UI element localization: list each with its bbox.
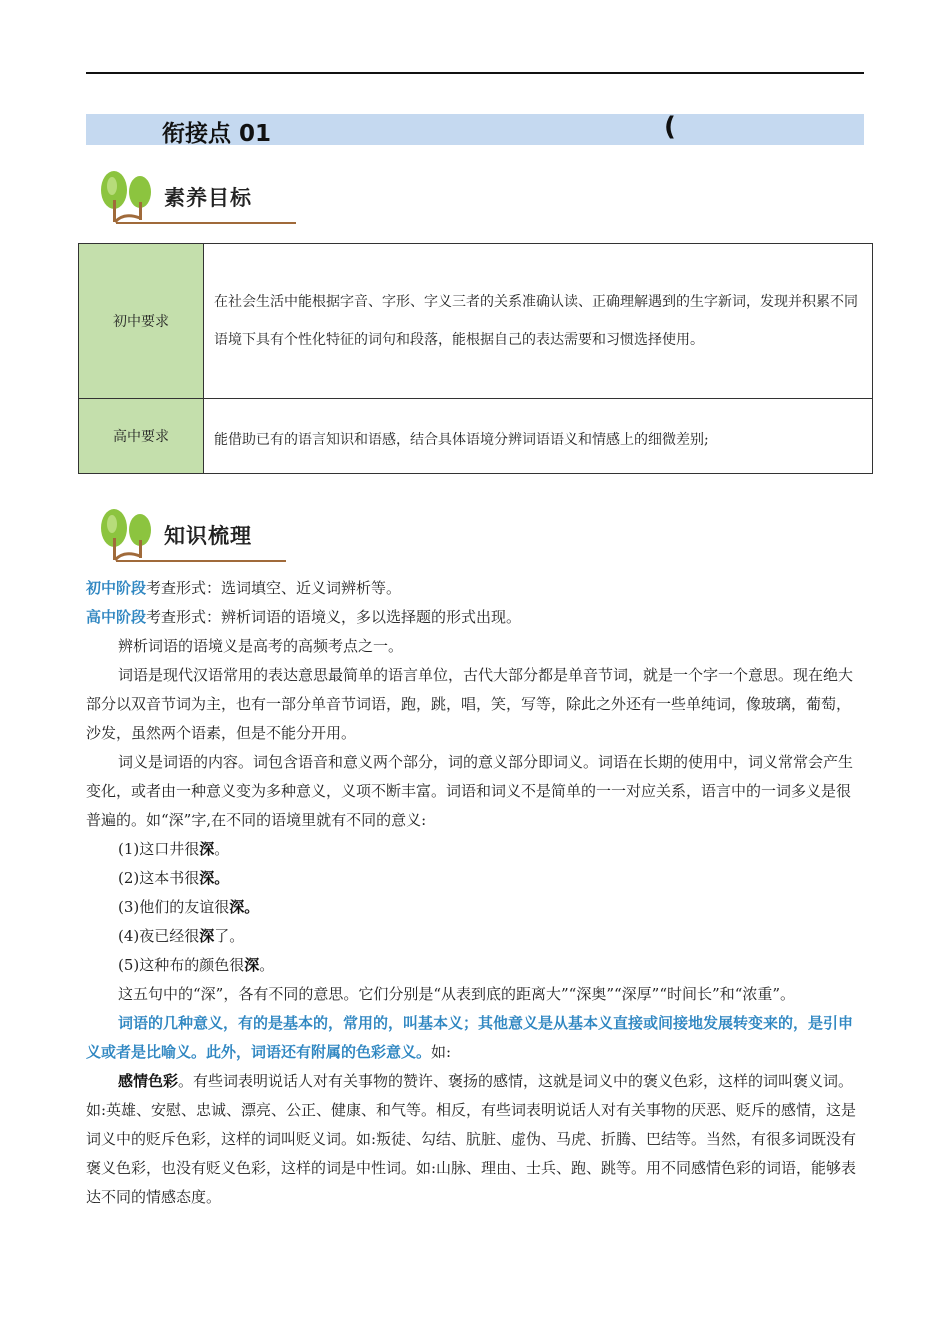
example-text: (5)这种布的颜色很 (118, 956, 245, 974)
paragraph-3: 词义是词语的内容。词包含语音和意义两个部分，词的意义部分即词义。词语在长期的使用中，词义常常会产生变化，或者由一种意义变为多种意义，义项不断丰富。词语和词义不是简单的一一对应关系，语言中的一词多义是很普遍的。如“深”字,在不同的语境里就有不同的意义: (86, 753, 854, 829)
section-header-goals (96, 168, 306, 228)
term-emotion-color: 感情色彩 (118, 1072, 179, 1090)
section-title-goals: 素养目标 (164, 186, 252, 210)
paragraph-2: 词语是现代汉语常用的表达意思最简单的语言单位，古代大部分都是单音节词，就是一个字一个意思。现在绝大部分以双音节词为主，也有一部分单音节词语，跑，跳，唱，笑，写等，除此之外还有一些单纯词，像玻璃，葡萄，沙发，虽然两个语素，但是不能分开用。 (86, 666, 854, 742)
paragraph-6-text: 。有些词表明说话人对有关事物的赞许、褒扬的感情，这就是词义中的褒义色彩，这样的词叫褒义词。如:英雄、安慰、忠诚、漂亮、公正、健康、和气等。相反，有些词表明说话人对有关事物的厌恶、贬斥的感情，这是词义中的贬斥色彩，这样的词叫贬义词。如:叛徒、勾结、肮脏、虚伪、马虎、折腾、巴结等。当然，有很多词既没有褒义色彩，也没有贬义色彩，这样的词是中性词。如:山脉、理由、士兵、跑、跳等。用不同感情色彩的词语，能够表达不同的情感态度。 (86, 1072, 857, 1206)
requirements-table (78, 243, 873, 474)
stage-senior-label: 高中阶段 (86, 608, 147, 626)
example-item (86, 864, 864, 893)
example-word: 深 (199, 927, 215, 945)
paragraph-5 (86, 1009, 864, 1067)
paragraph-6 (86, 1067, 864, 1212)
example-item (86, 835, 864, 864)
paragraph-5-tail: 如: (431, 1043, 452, 1061)
stage-junior (86, 574, 864, 603)
example-item (86, 951, 864, 980)
section-title-knowledge: 知识梳理 (164, 524, 252, 548)
page-title: 衔接点 01 (162, 121, 272, 147)
req-text-junior: 在社会生活中能根据字音、字形、字义三者的关系准确认读、正确理解遇到的生字新词，发现并积累不同语境下具有个性化特征的词句和段落，能根据自己的表达需要和习惯选择使用。 (204, 244, 873, 399)
title-bar (86, 114, 864, 145)
example-text: (2)这本书很 (118, 869, 200, 887)
example-tail: 了。 (214, 927, 245, 945)
stage-junior-label: 初中阶段 (86, 579, 147, 597)
req-label-senior: 高中要求 (79, 399, 204, 474)
table-row (79, 399, 873, 474)
top-rule (86, 72, 864, 74)
highlight-text: 词语的几种意义，有的是基本的，常用的，叫基本义；其他意义是从基本义直接或间接地发展转变来的，是引申义或者是比喻义。此外，词语还有附属的色彩意义。 (86, 1014, 854, 1061)
stage-senior-text: 考查形式：辨析词语的语境义，多以选择题的形式出现。 (146, 608, 522, 626)
example-word: 深 (244, 956, 260, 974)
example-text: (3)他们的友谊很 (118, 898, 230, 916)
paragraph-4: 这五句中的“深”，各有不同的意思。它们分别是“从表到底的距离大”“深奥”“深厚”“时间长”和“浓重”。 (118, 985, 796, 1003)
req-text-senior: 能借助已有的语言知识和语感，结合具体语境分辨词语语义和情感上的细微差别; (204, 399, 873, 474)
example-item (86, 922, 864, 951)
example-tail: 。 (259, 956, 275, 974)
stage-junior-text: 考查形式：选词填空、近义词辨析等。 (146, 579, 402, 597)
content-body (86, 574, 864, 1212)
example-word: 深。 (199, 869, 230, 887)
title-paren: ( (664, 112, 676, 142)
paragraph-1: 辨析词语的语境义是高考的高频考点之一。 (118, 637, 404, 655)
example-tail: 。 (214, 840, 230, 858)
stage-senior (86, 603, 864, 632)
example-word: 深。 (229, 898, 260, 916)
example-item (86, 893, 864, 922)
example-text: (4)夜已经很 (118, 927, 200, 945)
table-row (79, 244, 873, 399)
section-header-knowledge (96, 506, 306, 566)
example-word: 深 (199, 840, 215, 858)
example-text: (1)这口井很 (118, 840, 200, 858)
req-label-junior: 初中要求 (79, 244, 204, 399)
